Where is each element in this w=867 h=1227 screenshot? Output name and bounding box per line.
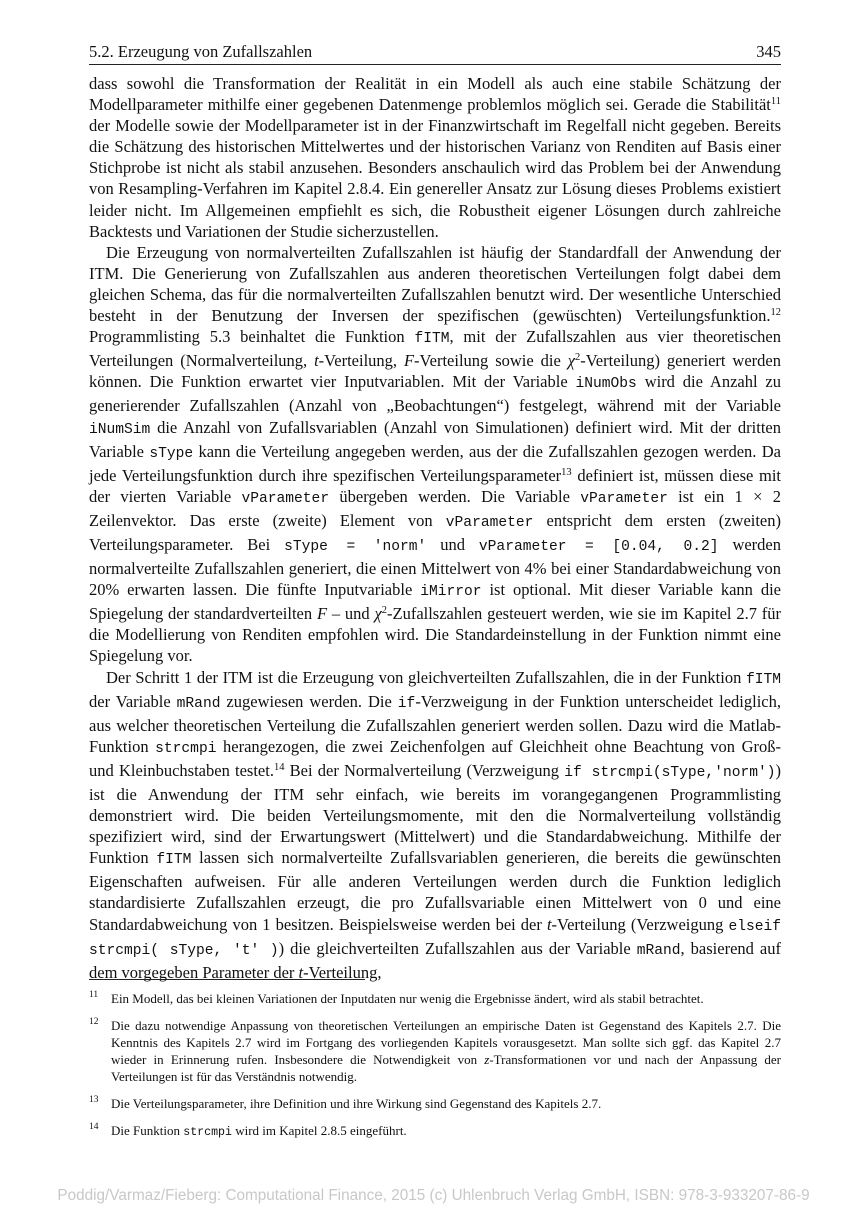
footnote-ref-12[interactable]: 12 [770,307,781,319]
code-if: if [397,695,416,712]
footnote-number: 13 [89,1095,99,1106]
footnotes [89,990,781,1150]
footnote-number: 11 [89,990,99,1000]
code-if-strcmpi-norm: if strcmpi(sType,'norm') [564,764,776,781]
code-iMirror: iMirror [420,584,482,601]
code-vParameter-value: vParameter = [0.04, 0.2] [478,538,719,555]
running-header [89,42,781,65]
code-elseif-strcmpi-t: elseif strcmpi( sType, 't' ) [89,918,781,959]
page-number: 345 [756,42,781,61]
code-fITM: fITM [414,331,450,348]
code-sType: sType [149,445,194,462]
code-vParameter: vParameter [241,490,330,507]
code-sType-norm: sType = 'norm' [284,538,427,555]
footnote-14: 14 Die Funktion strcmpi wird im Kapitel 2.8.5 eingeführt. [89,1122,781,1141]
footnote-12: 12 Die dazu notwendige Anpassung von theoretischen Verteilungen an empirische Daten ist Gegenstand des Kapitels 2.7. Die Kenntnis des Kapitels 2.7 wird im Fortgang des vorliegenden Kapitels vorausgesetzt. Man sollte sich ggf. das Kapitel 2.7 wieder in Erinnerung rufen. Insbesondere die Notwendigkeit von z-Transformationen vor und nach der Anpassung der Verteilungen ist für das Verständnis notwendig. [89,1017,781,1086]
paragraph-3: Der Schritt 1 der ITM ist die Erzeugung von gleichverteilten Zufallszahlen, die in der Funktion fITM der Variable mRand zugewiesen werden. Die if-Verzweigung in der Funktion unterscheidet lediglich, aus welcher theoretischen Verteilung die Zufallszahlen generiert werden sollen. Dazu wird die Matlab-Funktion strcmpi herangezogen, die zwei Zeichenfolgen auf Gleichheit ohne Beachtung von Groß- und Kleinbuchstaben testet.$^{14}$ Bei der Normalverteilung (Verzweigung if strcmpi(sType,'norm')) ist die Anwendung der ITM sehr einfach, wie bereits im vorangegangenen Programmlisting demonstriert wird. Die beiden Verteilungsmomente, mit den die Normalverteilung vollständig spezifiziert wird, sind der Erwartungswert (Mittelwert) und die Standardabweichung. Mithilfe der Funktion fITM lassen sich normalverteilte Zufallsvariablen generieren, die bereits die gewünschten Eigenschaften aufweisen. Für alle anderen Verteilungen werden durch die Funktion lediglich standardisierte Zufallszahlen erzeugt, die pro Zufallsvariable einen Mittelwert von 0 und eine Standardabweichung von 1 besitzen. Beispielsweise werden bei der t-Verteilung (Verzweigung elseif strcmpi( sType, 't' )) die gleichverteilten Zufallszahlen aus der Variable mRand, basierend auf dem vorgegeben Parameter der t-Verteilung, [89,667,782,982]
footnote-number: 14 [89,1121,99,1132]
footnote-number: 12 [89,1016,99,1027]
section-title: 5.2. Erzeugung von Zufallszahlen [89,42,313,61]
paragraph-1: dass sowohl die Transformation der Realität in ein Modell als auch eine stabile Schätzung der Modellparameter mithilfe einer gegebenen Datenmenge problemlos möglich sei. Gerade die Stabilität$^{11}$ der Modelle sowie der Modellparameter ist in der Finanzwirtschaft im Regelfall nicht gegeben. Bereits die Schätzung des historischen Mittelwertes und der historischen Varianz von Renditen auf Basis einer Stichprobe ist nicht als stabil anzusehen. Besonders anschaulich wird das Problem bei der Anwendung von Resampling-Verfahren im Kapitel 2.8.4. Ein genereller Ansatz zur Lösung dieses Problems existiert leider nicht. Im Allgemeinen empfiehlt es sich, die Robustheit eigener Lösungen durch zahlreiche Backtests und Variationen der Studie sicherzustellen. [89,74,781,241]
body-text [89,73,781,983]
code-iNumObs: iNumObs [575,376,637,393]
code-strcmpi: strcmpi [183,1125,232,1139]
copyright-watermark: Poddig/Varmaz/Fieberg: Computational Finance, 2015 (c) Uhlenbruch Verlag GmbH, ISBN: 978-3-933207-86-9 [57,1187,810,1204]
code-strcmpi: strcmpi [155,740,217,757]
footnote-ref-14[interactable]: 14 [273,761,285,773]
footnote-ref-11[interactable]: 11 [770,96,781,108]
code-mRand: mRand [176,695,221,712]
footnote-ref-13[interactable]: 13 [561,466,572,478]
paragraph-2: Die Erzeugung von normalverteilten Zufallszahlen ist häufig der Standardfall der Anwendung der ITM. Die Generierung von Zufallszahlen aus anderen theoretischen Verteilungen folgt dabei dem gleichen Schema, das für die normalverteilten Zufallszahlen benutzt wird. Der wesentliche Unterschied besteht in der Benutzung der Inversen der spezifischen (gewüschten) Verteilungsfunktion.$^{12}$ Programmlisting 5.3 beinhaltet die Funktion fITM, mit der Zufallszahlen aus vier theoretischen Verteilungen (Normalverteilung, t-Verteilung, F-Verteilung sowie die $\chi^2-Verteilung$) generiert werden können. Die Funktion erwartet vier Inputvariablen. Mit der Variable iNumObs wird die Anzahl zu generierender Zufallszahlen (Anzahl von „Beobachtungen“) festgelegt, während mit der Variable iNumSim die Anzahl von Zufallsvariablen (Anzahl von Simulationen) definiert wird. Mit der dritten Variable sType kann die Verteilung angegeben werden, aus der die Zufallszahlen gezogen werden. Da jede Verteilungsfunktion durch ihre spezifischen Verteilungsparameter$^{13}$ definiert ist, müssen diese mit der vierten Variable vParameter übergeben werden. Die Variable vParameter ist ein 1 × 2 Zeilenvektor. Das erste (zweite) Element von vParameter entspricht dem ersten (zweiten) Verteilungsparameter. Bei sType = 'norm' und vParameter = [0.04, 0.2] werden normalverteilte Zufallszahlen generiert, die einen Mittelwert von 4% bei einer Standardabweichung von 20% erwarten lassen. Die fünfte Inputvariable iMirror ist optional. Mit dieser Variable kann die Spiegelung der standardverteilten F – und $\chi^2$-Zufallszahlen gesteuert werden, wie sie im Kapitel 2.7 für die Modellierung von Renditen empfohlen wird. Die Standardeinstellung in der Funktion nimmt eine Spiegelung vor. [89,242,782,666]
footnote-11: 11 Ein Modell, das bei kleinen Variationen der Inputdaten nur wenig die Ergebnisse ändert, wird als stabil betrachtet. [89,990,781,1007]
footnote-divider [89,979,365,980]
footnote-13: 13 Die Verteilungsparameter, ihre Definition und ihre Wirkung sind Gegenstand des Kapitels 2.7. [89,1095,781,1112]
code-iNumSim: iNumSim [89,421,151,438]
